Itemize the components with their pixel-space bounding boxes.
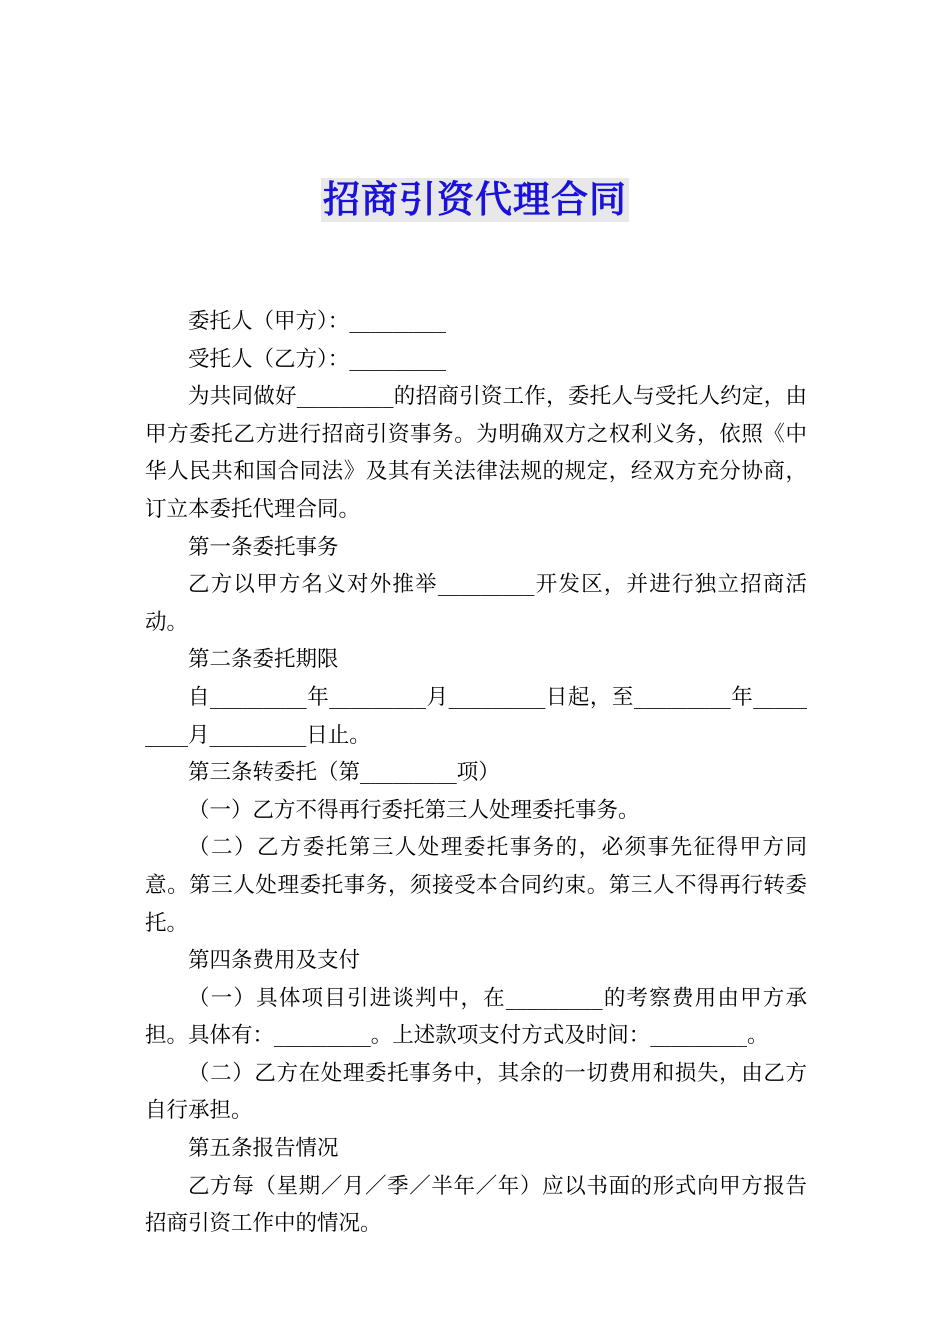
article-3-item-2: （二）乙方委托第三人处理委托事务的，必须事先征得甲方同意。第三人处理委托事务，须接受本合同约束。第三人不得再行转委托。: [145, 835, 807, 936]
document-title: 招商引资代理合同: [323, 178, 627, 221]
article-5-heading: 第五条报告情况: [188, 1136, 339, 1162]
article-1-heading: 第一条委托事务: [188, 534, 339, 560]
article-3-heading: 第三条转委托（第_________项）: [188, 760, 500, 786]
article-3-item-1: （一）乙方不得再行委托第三人处理委托事务。: [188, 797, 640, 823]
article-2-text: 自_________年_________月_________日起，至_________年_________月_________日止。: [145, 684, 807, 748]
article-1-text: 乙方以甲方名义对外推举_________开发区，并进行独立招商活动。: [145, 572, 807, 635]
document-body: [145, 303, 807, 1243]
article-4-item-1: （一）具体项目引进谈判中，在_________的考察费用由甲方承担。具体有：_________。上述款项支付方式及时间：_________。: [145, 985, 807, 1049]
clause-agent: 受托人（乙方）：_________: [188, 346, 447, 372]
article-4-item-2: （二）乙方在处理委托事务中，其余的一切费用和损失，由乙方自行承担。: [145, 1060, 807, 1124]
article-4-heading: 第四条费用及支付: [188, 948, 361, 974]
article-2-heading: 第二条委托期限: [188, 647, 339, 673]
clause-client: 委托人（甲方）：_________: [188, 309, 447, 334]
clause-preamble: 为共同做好_________的招商引资工作，委托人与受托人约定，由甲方委托乙方进行招商引资事务。为明确双方之权利义务，依照《中华人民共和国合同法》及其有关法律法规的规定，经双方充分协商，订立本委托代理合同。: [145, 384, 807, 522]
title-block: [0, 178, 950, 222]
article-5-text: 乙方每（星期／月／季／半年／年）应以书面的形式向甲方报告招商引资工作中的情况。: [145, 1173, 807, 1237]
